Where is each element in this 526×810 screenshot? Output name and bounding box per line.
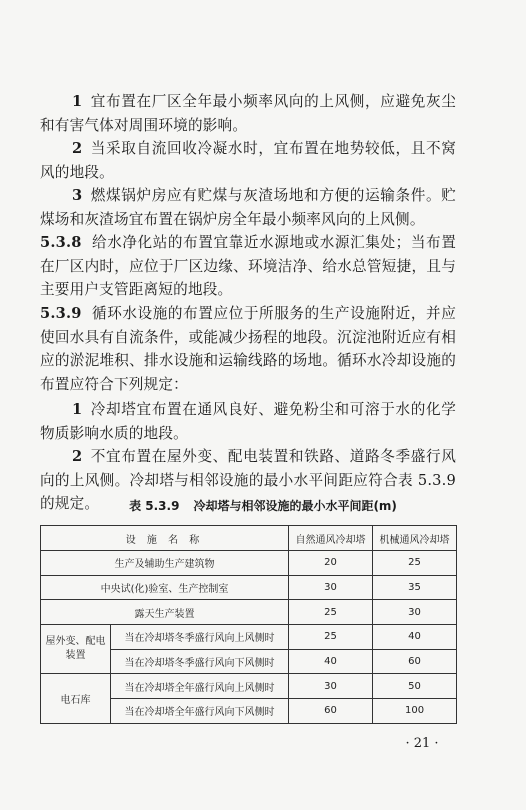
- group-label: 电石库: [41, 674, 111, 723]
- row-label: 露天生产装置: [41, 600, 289, 625]
- clause-item-1: [40, 90, 456, 137]
- section-number: 5.3.9: [40, 305, 82, 322]
- table-row: [41, 625, 457, 650]
- header-mechanical-draft: 机械通风冷却塔: [373, 526, 457, 551]
- item-number: 2: [72, 448, 83, 465]
- table-caption: [0, 497, 526, 514]
- header-facility-name: 设 施 名 称: [41, 526, 289, 551]
- row-label: 当在冷却塔冬季盛行风向下风侧时: [111, 649, 289, 674]
- clause-item-3: [40, 184, 456, 231]
- natural-draft-value: 20: [289, 551, 373, 576]
- table-row: [41, 600, 457, 625]
- natural-draft-value: 25: [289, 600, 373, 625]
- table-row: [41, 575, 457, 600]
- item-text: 不宜布置在屋外变、配电装置和铁路、道路冬季盛行风向的上风侧。冷却塔与相邻设施的最小水平间距应符合表 5.3.9 的规定。: [40, 448, 456, 512]
- header-natural-draft: 自然通风冷却塔: [289, 526, 373, 551]
- row-label: 当在冷却塔全年盛行风向下风侧时: [111, 699, 289, 724]
- item-text: 宜布置在厂区全年最小频率风向的上风侧，应避免灰尘和有害气体对周围环境的影响。: [40, 93, 456, 134]
- item-text: 燃煤锅炉房应有贮煤与灰渣场地和方便的运输条件。贮煤场和灰渣场宜布置在锅炉房全年最小频率风向的上风侧。: [40, 187, 456, 228]
- item-number: 2: [72, 140, 83, 157]
- mechanical-draft-value: 30: [373, 600, 457, 625]
- spacing-table: [40, 525, 457, 724]
- row-label: 当在冷却塔全年盛行风向上风侧时: [111, 674, 289, 699]
- mechanical-draft-value: 50: [373, 674, 457, 699]
- natural-draft-value: 30: [289, 674, 373, 699]
- mechanical-draft-value: 40: [373, 625, 457, 650]
- table-number: 表 5.3.9: [129, 499, 180, 513]
- section-text: 给水净化站的布置宜靠近水源地或水源汇集处；当布置在厂区内时，应位于厂区边缘、环境洁净、给水总管短捷，且与主要用户支管距离短的地段。: [40, 234, 456, 298]
- natural-draft-value: 25: [289, 625, 373, 650]
- mechanical-draft-value: 35: [373, 575, 457, 600]
- row-label: 当在冷却塔冬季盛行风向上风侧时: [111, 625, 289, 650]
- item-number: 1: [72, 401, 83, 418]
- natural-draft-value: 40: [289, 649, 373, 674]
- table-row: [41, 674, 457, 699]
- mechanical-draft-value: 100: [373, 699, 457, 724]
- page-number: · 21 ·: [405, 736, 439, 751]
- item-number: 1: [72, 93, 83, 110]
- mechanical-draft-value: 25: [373, 551, 457, 576]
- mechanical-draft-value: 60: [373, 649, 457, 674]
- section-5-3-9: [40, 302, 456, 396]
- section-5-3-8: [40, 231, 456, 302]
- clause-item-2: [40, 137, 456, 184]
- table-row: [41, 551, 457, 576]
- table-title: 冷却塔与相邻设施的最小水平间距(m): [193, 499, 397, 513]
- item-number: 3: [72, 187, 83, 204]
- row-label: 中央试(化)验室、生产控制室: [41, 575, 289, 600]
- table-header-row: [41, 526, 457, 551]
- section-text: 循环水设施的布置应位于所服务的生产设施附近，并应使回水具有自流条件，或能减少扬程的地段。沉淀池附近应有相应的淤泥堆积、排水设施和运输线路的场地。循环水冷却设施的布置应符合下列规定：: [40, 305, 456, 393]
- sub-item-1: [40, 398, 456, 445]
- section-number: 5.3.8: [40, 234, 82, 251]
- natural-draft-value: 30: [289, 575, 373, 600]
- natural-draft-value: 60: [289, 699, 373, 724]
- group-label: 屋外变、配电装置: [41, 625, 111, 674]
- item-text: 冷却塔宜布置在通风良好、避免粉尘和可溶于水的化学物质影响水质的地段。: [40, 401, 456, 442]
- row-label: 生产及辅助生产建筑物: [41, 551, 289, 576]
- item-text: 当采取自流回收冷凝水时，宜布置在地势较低，且不窝风的地段。: [40, 140, 456, 181]
